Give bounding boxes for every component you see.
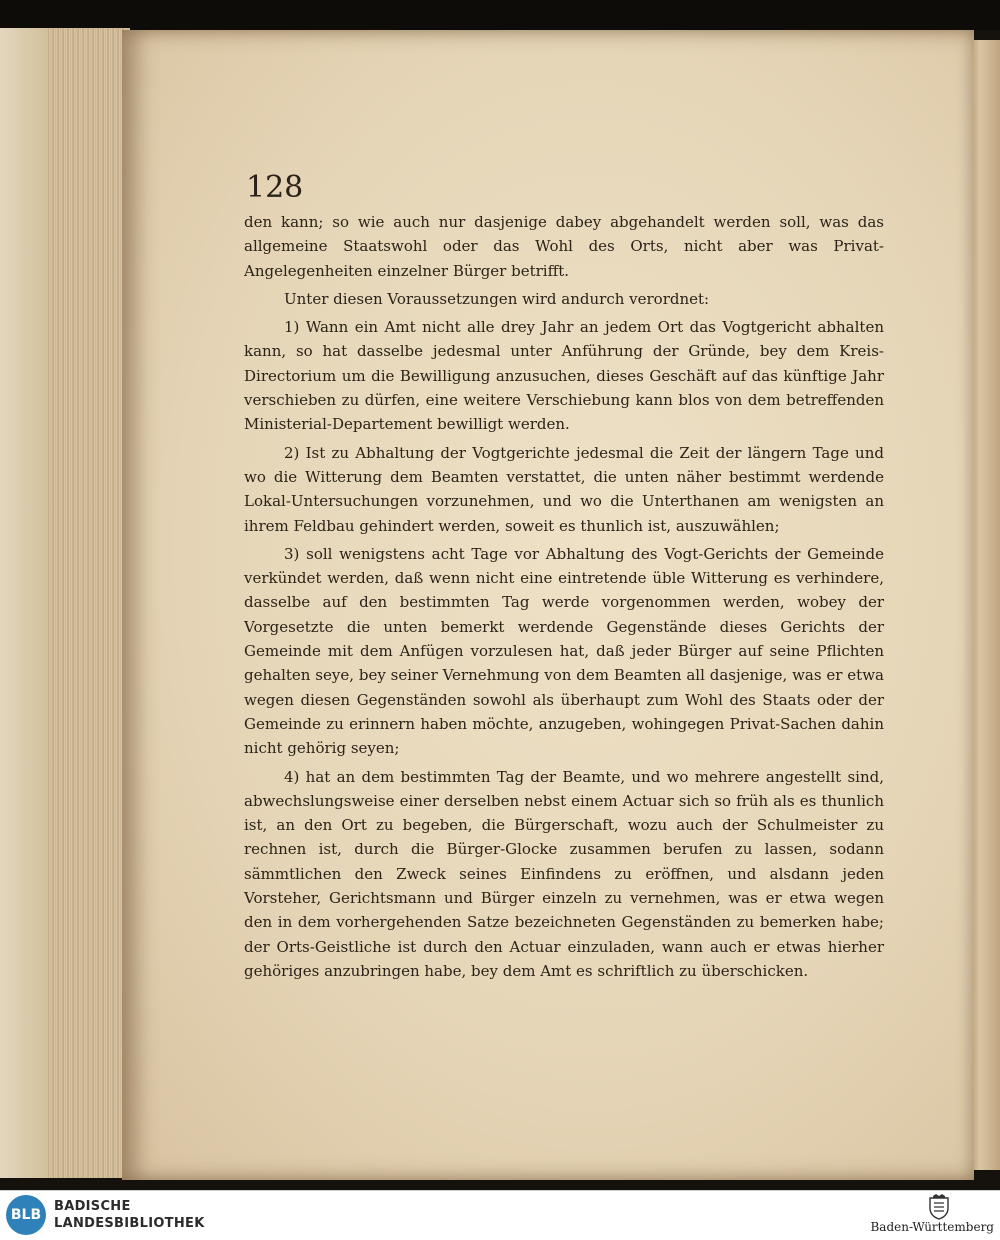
paragraph: 2) Ist zu Abhaltung der Vogtgerichte jedesmal die Zeit der längern Tage und wo die Witterung dem Beamten verstattet, die unten näher bestimmt werdende Lokal-Untersuchungen vorzunehmen, und wo die Unterthanen am wenigsten an ihrem Feldbau gehindert werden, soweit es thunlich ist, auszuwählen; (244, 443, 884, 535)
coat-of-arms-icon (928, 1194, 950, 1220)
library-name-line2: LANDESBIBLIOTHEK (54, 1216, 205, 1231)
state-label[interactable]: Baden-Württemberg (870, 1220, 994, 1234)
scan-background (0, 0, 1000, 30)
footer-bar (0, 1190, 1000, 1240)
paragraph: 1) Wann ein Amt nicht alle drey Jahr an jedem Ort das Vogtgericht abhalten kann, so hat dasselbe jedesmal unter Anführung der Gründe, bey dem Kreis-Directorium um die Bewilligung anzusuchen, dieses Geschäft auf das künftige Jahr verschieben zu dürfen, eine weitere Verschiebung kann blos von dem betreffenden Ministerial-Departement bewilligt werden. (244, 318, 884, 434)
paragraph: 3) soll wenigstens acht Tage vor Abhaltung des Vogt-Gerichts der Gemeinde verkündet werden, daß wenn nicht eine eintretende üble Witterung es verhindere, dasselbe auf den bestimmten Tag werde vorgenommen werden, wobey der Vorgesetzte die unten bemerkt werdende Gegenstände dieses Gerichts der Gemeinde mit dem Anfügen vorzulesen hat, daß jeder Bürger auf seine Pflichten gehalten seye, bey seiner Vernehmung von dem Beamten all dasjenige, was er etwa wegen diesen Gegenständen sowohl als überhaupt zum Wohl des Staats oder der Gemeinde zu erinnern haben möchte, anzugeben, wohingegen Privat-Sachen dahin nicht gehörig seyen; (244, 544, 884, 758)
paragraph: den kann; so wie auch nur dasjenige dabey abgehandelt werden soll, was das allgemeine Staatswohl oder das Wohl des Orts, nicht aber was Privat-Angelegenheiten einzelner Bürger betrifft. (244, 213, 884, 280)
book-page-edges (0, 28, 130, 1178)
body-text (244, 210, 884, 983)
page-number: 128 (246, 170, 304, 205)
blb-logo[interactable]: BLB (6, 1195, 46, 1235)
library-name-line1: BADISCHE (54, 1199, 131, 1214)
library-name[interactable] (54, 1198, 205, 1232)
paragraph: 4) hat an dem bestimmten Tag der Beamte, und wo mehrere angestellt sind, abwechslungsweise einer derselben nebst einem Actuar sich so früh als es thunlich ist, an den Ort zu begeben, die Bürgerschaft, wozu auch der Schulmeister zu rechnen ist, durch die Bürger-Glocke zusammen berufen zu lassen, sodann sämmtlichen den Zweck seines Einfindens zu eröffnen, und alsdann jeden Vorsteher, Gerichtsmann und Bürger einzeln zu vernehmen, was er etwa wegen den in dem vorhergehenden Satze bezeichneten Gegenständen zu bemerken habe; der Orts-Geistliche ist durch den Actuar einzuladen, wann auch er etwas hierher gehöriges anzubringen habe, bey dem Amt es schriftlich zu überschicken. (244, 767, 884, 980)
paragraph: Unter diesen Voraussetzungen wird andurch verordnet: (284, 289, 710, 308)
